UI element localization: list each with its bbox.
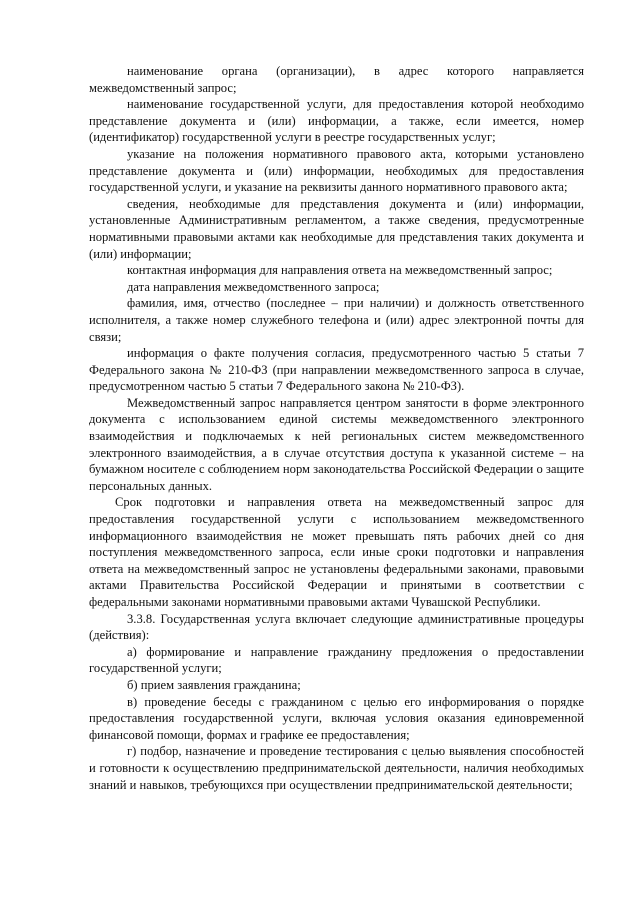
paragraph-required-info: сведения, необходимые для представления документа и (или) информации, установленные Административным регламентом, а также сведения, предусмотренные нормативными правовыми актами как необходимые для представления таких документа и (или) информации; <box>89 196 584 261</box>
paragraph-contact-info: контактная информация для направления ответа на межведомственный запрос; <box>127 263 553 278</box>
paragraph-request-date: дата направления межведомственного запроса; <box>127 279 380 294</box>
paragraph-item-a: а) формирование и направление гражданину предложения о предоставлении государственной услуги; <box>89 644 584 676</box>
paragraph-agency-name: наименование органа (организации), в адрес которого направляется межведомственный запрос; <box>89 64 584 95</box>
paragraph-electronic-request: Межведомственный запрос направляется центром занятости в форме электронного документа с использованием единой системы межведомственного электронного взаимодействия и подключаемых к ней региональных систем межведомственного электронного взаимодействия, а в случае отсутствия доступа к указанной системе – на бумажном носителе с соблюдением норм законодательства Российской Федерации о защите персональных данных. <box>89 395 584 493</box>
paragraph-executor: фамилия, имя, отчество (последнее – при наличии) и должность ответственного исполнителя, а также номер служебного телефона и (или) адрес электронной почты для связи; <box>89 296 584 344</box>
paragraph-item-v: в) проведение беседы с гражданином с целью его информирования о порядке предоставления государственной услуги, включая условия оказания единовременной финансовой помощи, формах и графике ее предоставления; <box>89 694 584 742</box>
paragraph-consent: информация о факте получения согласия, предусмотренного частью 5 статьи 7 Федерального закона № 210-ФЗ (при направлении межведомственного запроса в случае, предусмотренном частью 5 статьи 7 Федерального закона № 210-ФЗ). <box>89 346 584 394</box>
document-page <box>89 63 584 793</box>
paragraph-legal-act: указание на положения нормативного правового акта, которыми установлено представление документа и (или) информации, необходимых для предоставления государственной услуги, и указание на реквизиты данного нормативного правового акта; <box>89 146 584 195</box>
paragraph-response-deadline: Срок подготовки и направления ответа на межведомственный запрос для предоставления государственной услуги с использованием межведомственного информационного взаимодействия не может превышать пять рабочих дней со дня поступления межведомственного запроса, если иные сроки подготовки и направления ответа на межведомственный запрос не установлены федеральными законами, правовыми актами Правительства Российской Федерации и принятыми в соответствии с федеральными законами нормативными правовыми актами Чувашской Республики. <box>89 495 584 609</box>
paragraph-section-3-3-8: 3.3.8. Государственная услуга включает следующие административные процедуры (действия): <box>89 611 584 643</box>
paragraph-item-g: г) подбор, назначение и проведение тестирования с целью выявления способностей и готовности к осуществлению предпринимательской деятельности, наличия необходимых знаний и навыков, требующихся при осуществлении предпринимательской деятельности; <box>89 744 584 792</box>
paragraph-item-b: б) прием заявления гражданина; <box>127 677 301 692</box>
paragraph-service-name: наименование государственной услуги, для предоставления которой необходимо представление документа и (или) информации, а также, если имеется, номер (идентификатор) государственной услуги в реестре государственных услуг; <box>89 97 584 145</box>
